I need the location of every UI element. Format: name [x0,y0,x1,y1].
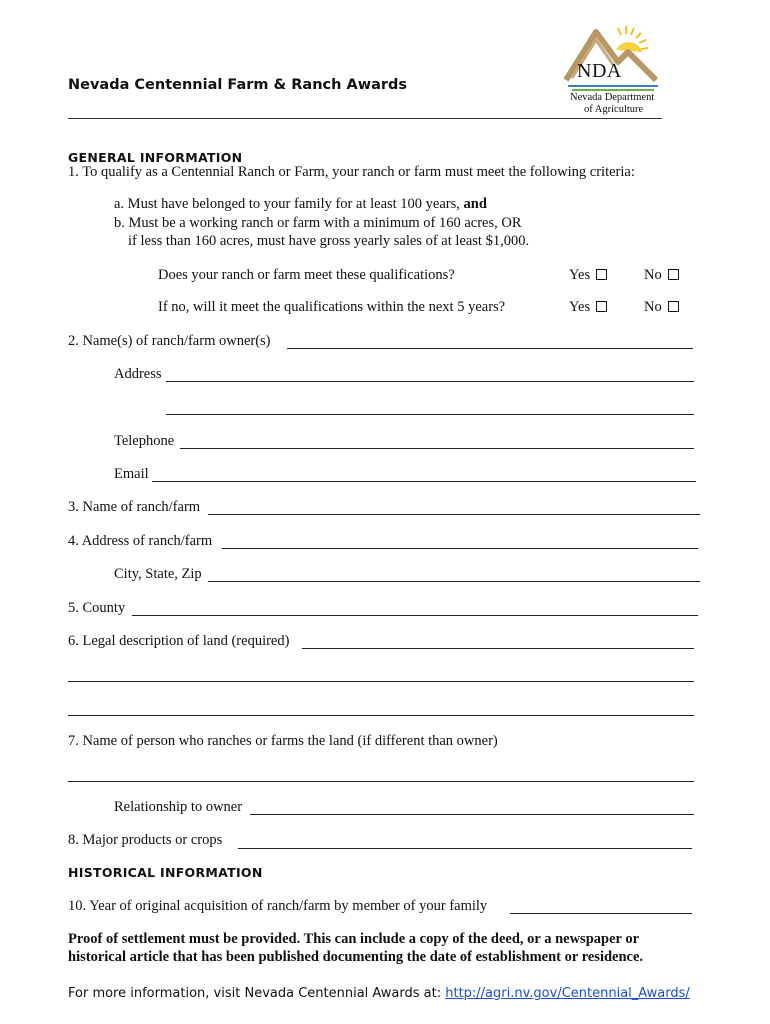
address-label: Address [114,366,162,382]
logo-subtitle-2: of Agriculture [584,104,644,115]
legal-description-field-2[interactable] [68,681,694,682]
yes-option-2[interactable]: Yes [569,299,607,316]
operator-name-field[interactable] [68,781,694,782]
historical-heading: HISTORICAL INFORMATION [68,865,263,880]
address-field-2[interactable] [166,414,694,415]
q3-label: 3. Name of ranch/farm [68,499,201,515]
owner-name-field[interactable] [287,348,693,349]
telephone-field[interactable] [180,448,694,449]
page-title: Nevada Centennial Farm & Ranch Awards [68,77,408,93]
email-label: Email [114,466,149,482]
legal-description-field-1[interactable] [302,648,694,649]
telephone-label: Telephone [114,433,175,449]
criteria-a: a. Must have belonged to your family for at least 100 years, and [114,196,487,212]
qualification-question-2: If no, will it meet the qualifications within the next 5 years? [158,299,506,315]
ranch-name-field[interactable] [208,514,700,515]
general-heading: GENERAL INFORMATION [68,150,243,165]
ranch-address-field[interactable] [222,548,698,549]
criteria-b: b. Must be a working ranch or farm with a minimum of 160 acres, OR [114,215,522,231]
no-checkbox-1[interactable] [668,269,679,280]
footer [68,986,690,1001]
q2-label: 2. Name(s) of ranch/farm owner(s) [68,333,271,349]
county-field[interactable] [132,615,698,616]
criteria-b2: if less than 160 acres, must have gross yearly sales of at least $1,000. [128,233,530,249]
proof-text-1: Proof of settlement must be provided. This can include a copy of the deed, or a newspaper or [68,931,640,947]
q1-text: 1. To qualify as a Centennial Ranch or Farm, your ranch or farm must meet the following criteria: [68,164,635,180]
logo-subtitle-1: Nevada Department [570,92,655,103]
email-field[interactable] [152,481,696,482]
no-option-2[interactable]: No [644,299,679,316]
no-option-1[interactable]: No [644,267,679,284]
no-checkbox-2[interactable] [668,301,679,312]
criteria-and: and [463,196,487,212]
products-field[interactable] [238,848,692,849]
nda-logo [558,22,666,122]
relationship-label: Relationship to owner [114,799,243,815]
city-state-zip-field[interactable] [208,581,700,582]
acquisition-year-field[interactable] [510,913,692,914]
q6-label: 6. Legal description of land (required) [68,633,290,649]
yes-option-1[interactable]: Yes [569,267,607,284]
q4-label: 4. Address of ranch/farm [68,533,213,549]
relationship-field[interactable] [250,814,694,815]
yes-checkbox-1[interactable] [596,269,607,280]
centennial-awards-link[interactable]: http://agri.nv.gov/Centennial_Awards/ [445,986,690,1001]
footer-text: For more information, visit Nevada Centennial Awards at: [68,986,442,1001]
city-label: City, State, Zip [114,566,202,582]
q5-label: 5. County [68,600,126,616]
qualification-question-1: Does your ranch or farm meet these qualifications? [158,267,455,283]
q8-label: 8. Major products or crops [68,832,223,848]
q7-label: 7. Name of person who ranches or farms the land (if different than owner) [68,733,498,749]
yes-checkbox-2[interactable] [596,301,607,312]
q10-label: 10. Year of original acquisition of ranch/farm by member of your family [68,898,488,914]
proof-text-2: historical article that has been published documenting the date of establishment or residence. [68,949,644,965]
legal-description-field-3[interactable] [68,715,694,716]
logo-text: NDA [577,60,622,82]
address-field-1[interactable] [166,381,694,382]
